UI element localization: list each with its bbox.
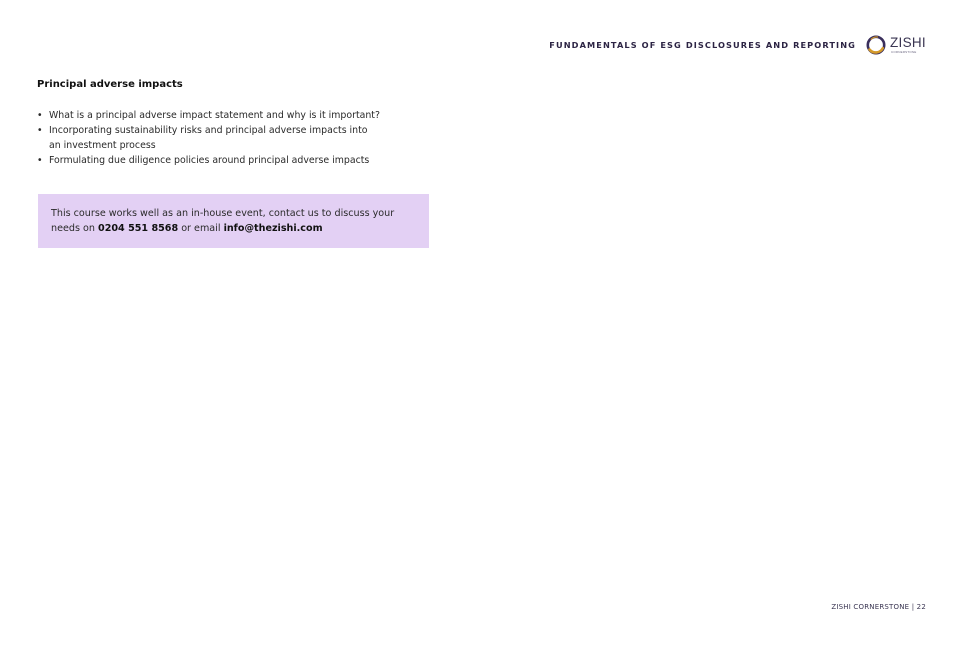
document-title: FUNDAMENTALS OF ESG DISCLOSURES AND REPORTING [549,40,856,50]
bullet-text-continued: an investment process [49,140,156,151]
bullet-text: Formulating due diligence policies around principal adverse impacts [49,155,370,166]
callout-text: needs on [51,223,99,234]
page-header [549,34,926,56]
logo-subtitle: CORNERSTONE [890,49,917,54]
logo-text [890,36,926,54]
list-item [37,153,427,168]
bullet-text: What is a principal adverse impact statement and why is it important? [49,110,380,121]
list-item [37,123,427,153]
callout-line-2 [51,221,416,236]
phone-number: 0204 551 8568 [98,223,179,234]
callout-line-1: This course works well as an in-house event, contact us to discuss your [51,208,395,219]
email-link[interactable]: info@thezishi.com [223,223,323,234]
callout-text: or email [178,223,224,234]
bullet-icon: • [37,155,43,166]
section-heading: Principal adverse impacts [37,79,183,90]
bullet-list [37,108,427,168]
logo-wordmark: ZISHI [889,35,926,51]
bullet-text: Incorporating sustainability risks and principal adverse impacts into [49,125,368,136]
ring-logo-icon [865,34,887,56]
bullet-icon: • [37,125,43,136]
zishi-logo [865,34,926,56]
contact-callout [38,194,429,248]
bullet-icon: • [37,110,43,121]
page-footer: ZISHI CORNERSTONE | 22 [831,603,926,611]
list-item [37,108,427,123]
